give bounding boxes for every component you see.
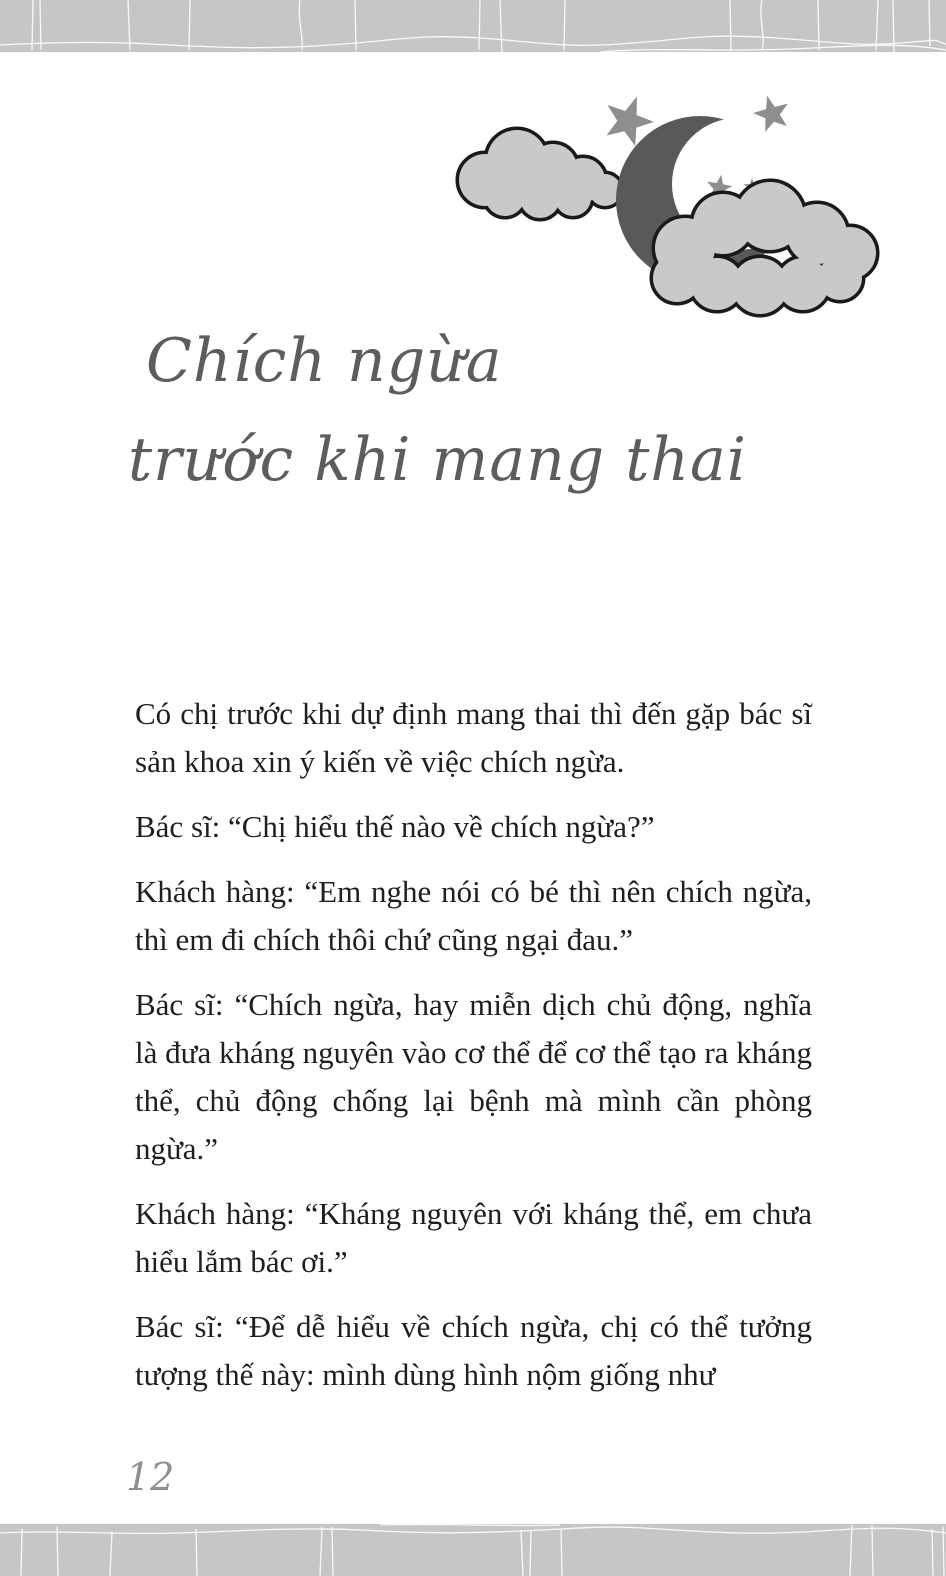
body-text xyxy=(135,690,812,1416)
page-number: 12 xyxy=(126,1455,175,1499)
chapter-title xyxy=(128,312,747,510)
bottom-border-texture xyxy=(0,1521,946,1576)
cloud-left-icon xyxy=(459,130,621,218)
paragraph-doctor-3: Bác sĩ: “Để dễ hiểu về chích ngừa, chị có thể tưởng tượng thế này: mình dùng hình nộm giống như xyxy=(135,1309,812,1392)
chapter-title-line-1: Chích ngừa xyxy=(146,326,503,396)
paragraph-client-2: Khách hàng: “Kháng nguyên với kháng thể, em chưa hiểu lắm bác ơi.” xyxy=(135,1196,812,1279)
top-border-texture xyxy=(0,0,946,57)
paragraph-intro: Có chị trước khi dự định mang thai thì đến gặp bác sĩ sản khoa xin ý kiến về việc chích ngừa. xyxy=(135,696,812,779)
paragraph-doctor-1: Bác sĩ: “Chị hiểu thế nào về chích ngừa?” xyxy=(135,809,655,844)
night-sky-illustration xyxy=(445,88,885,323)
paragraph-client-1: Khách hàng: “Em nghe nói có bé thì nên chích ngừa, thì em đi chích thôi chứ cũng ngại đau.” xyxy=(135,874,812,957)
paragraph-doctor-2: Bác sĩ: “Chích ngừa, hay miễn dịch chủ động, nghĩa là đưa kháng nguyên vào cơ thể để cơ thể tạo ra kháng thể, chủ động chống lại bệnh mà mình cần phòng ngừa.” xyxy=(135,987,812,1166)
chapter-title-line-2: trước khi mang thai xyxy=(128,425,747,495)
